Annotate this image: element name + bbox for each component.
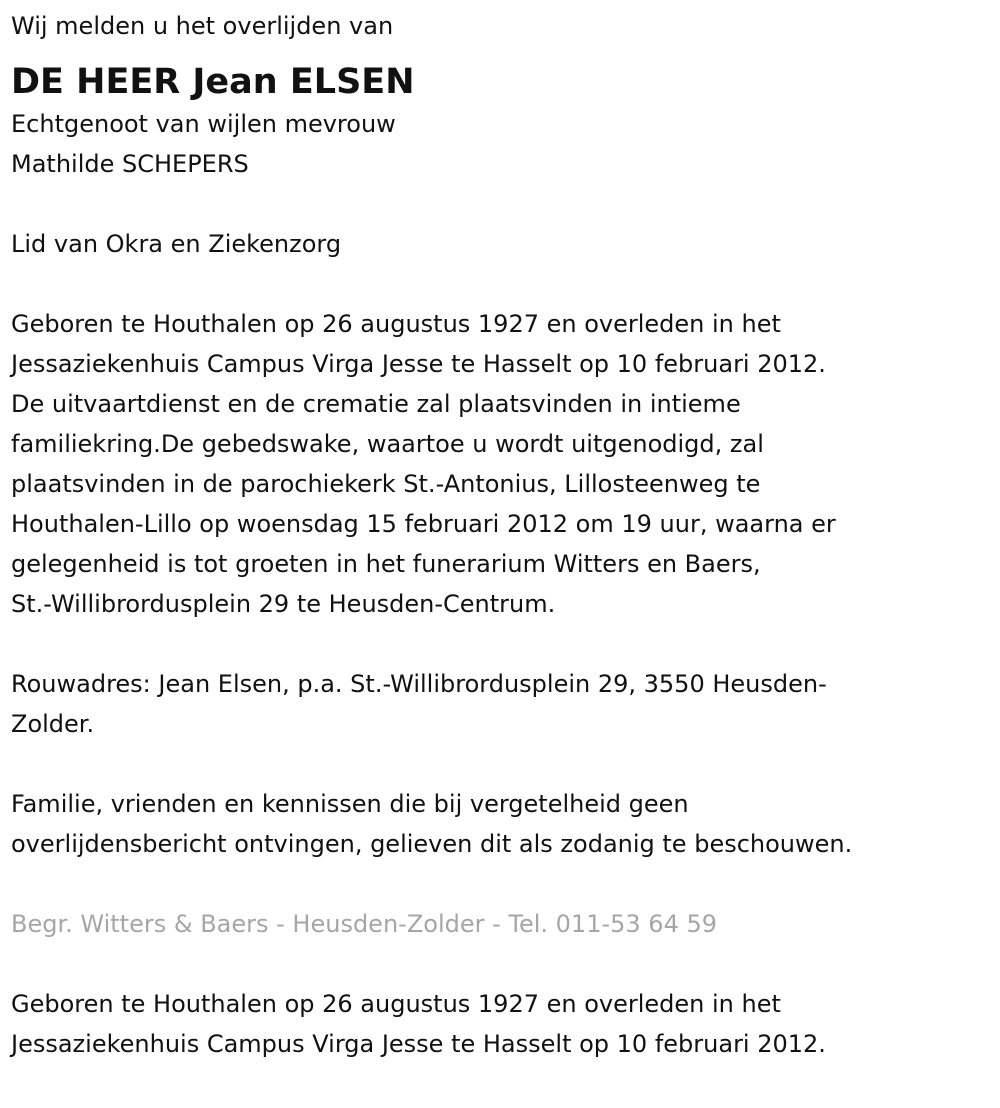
death-notice: [11, 6, 986, 1064]
paragraph-line: Jessaziekenhuis Campus Virga Jesse te Hasselt op 10 februari 2012.: [11, 350, 826, 378]
spacer: [11, 944, 986, 984]
intro-text: Wij melden u het overlijden van: [11, 12, 394, 40]
funeral-home-credit: Begr. Witters & Baers - Heusden-Zolder - Tel. 011-53 64 59: [11, 910, 718, 938]
spacer: [11, 184, 986, 224]
spacer: [11, 264, 986, 304]
main-paragraph: [11, 304, 986, 624]
spouse-name: Mathilde SCHEPERS: [11, 150, 249, 178]
deceased-name: DE HEER Jean ELSEN: [11, 62, 415, 102]
notice-line: overlijdensbericht ontvingen, gelieven dit als zodanig te beschouwen.: [11, 830, 853, 858]
paragraph-line: plaatsvinden in de parochiekerk St.-Antonius, Lillosteenweg te: [11, 470, 761, 498]
paragraph-line: St.-Willibrordusplein 29 te Heusden-Centrum.: [11, 590, 556, 618]
paragraph-line: De uitvaartdienst en de crematie zal plaatsvinden in intieme: [11, 390, 741, 418]
notice-paragraph: [11, 784, 986, 864]
paragraph-line: gelegenheid is tot groeten in het funerarium Witters en Baers,: [11, 550, 761, 578]
spouse-block: [11, 104, 986, 184]
paragraph-line: familiekring.De gebedswake, waartoe u wordt uitgenodigd, zal: [11, 430, 764, 458]
spacer: [11, 864, 986, 904]
paragraph-line: Geboren te Houthalen op 26 augustus 1927 en overleden in het: [11, 310, 781, 338]
mourning-address: [11, 664, 986, 744]
repeat-paragraph: [11, 984, 986, 1064]
paragraph-line: Houthalen-Lillo op woensdag 15 februari 2012 om 19 uur, waarna er: [11, 510, 836, 538]
address-line: Rouwadres: Jean Elsen, p.a. St.-Willibrordusplein 29, 3550 Heusden-: [11, 670, 827, 698]
address-line: Zolder.: [11, 710, 95, 738]
spacer: [11, 624, 986, 664]
membership-text: Lid van Okra en Ziekenzorg: [11, 230, 342, 258]
notice-line: Familie, vrienden en kennissen die bij vergetelheid geen: [11, 790, 689, 818]
repeat-line: Jessaziekenhuis Campus Virga Jesse te Hasselt op 10 februari 2012.: [11, 1030, 826, 1058]
spacer: [11, 744, 986, 784]
repeat-line: Geboren te Houthalen op 26 augustus 1927 en overleden in het: [11, 990, 781, 1018]
spouse-line: Echtgenoot van wijlen mevrouw: [11, 110, 396, 138]
